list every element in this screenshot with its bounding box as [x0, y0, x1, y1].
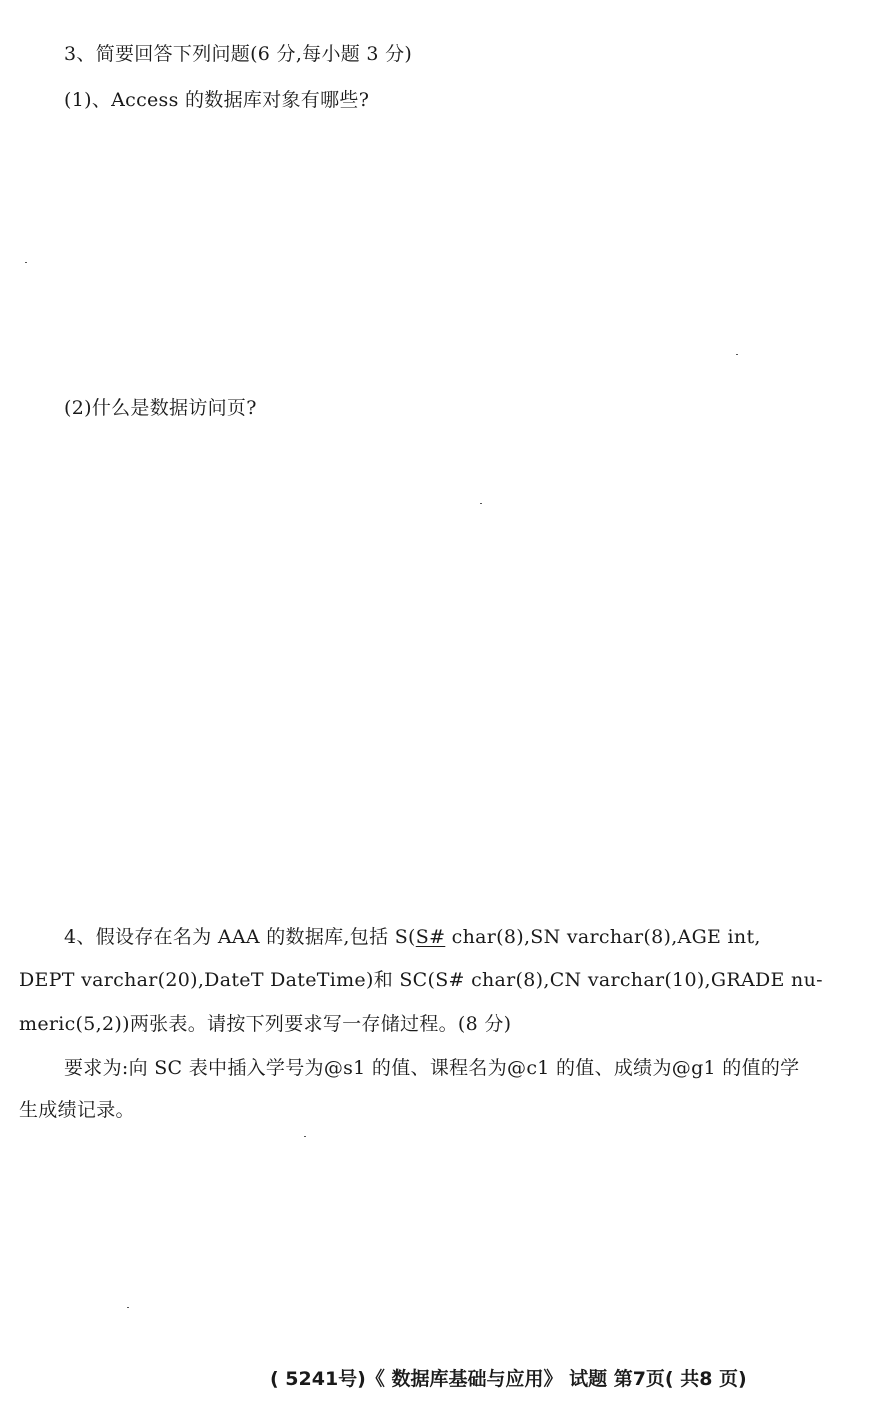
scan-speck	[304, 1136, 306, 1137]
scan-speck	[480, 503, 482, 504]
question-4-line-1-prefix: 4、假设存在名为 AAA 的数据库,包括 S(	[64, 926, 416, 948]
scan-speck	[25, 262, 27, 263]
question-4-underlined-field: S#	[415, 926, 446, 948]
question-4-line-3: meric(5,2))两张表。请按下列要求写一存储过程。(8 分)	[19, 1013, 512, 1035]
question-3-title: 3、简要回答下列问题(6 分,每小题 3 分)	[64, 43, 413, 65]
page-footer: ( 5241号)《 数据库基础与应用》 试题 第7页( 共8 页)	[270, 1368, 747, 1390]
question-4-requirement-line-1: 要求为:向 SC 表中插入学号为@s1 的值、课程名为@c1 的值、成绩为@g1 的值的学	[64, 1057, 800, 1079]
question-4-line-2: DEPT varchar(20),DateT DateTime)和 SC(S# char(8),CN varchar(10),GRADE nu-	[19, 969, 823, 991]
question-4-line-1	[64, 925, 761, 949]
question-3-sub-2: (2)什么是数据访问页?	[64, 397, 257, 419]
question-4-requirement-line-2: 生成绩记录。	[19, 1099, 135, 1121]
question-3-sub-1: (1)、Access 的数据库对象有哪些?	[64, 89, 370, 111]
scan-speck	[736, 354, 738, 355]
scan-speck	[127, 1307, 129, 1308]
question-4-line-1-suffix: char(8),SN varchar(8),AGE int,	[445, 926, 761, 948]
